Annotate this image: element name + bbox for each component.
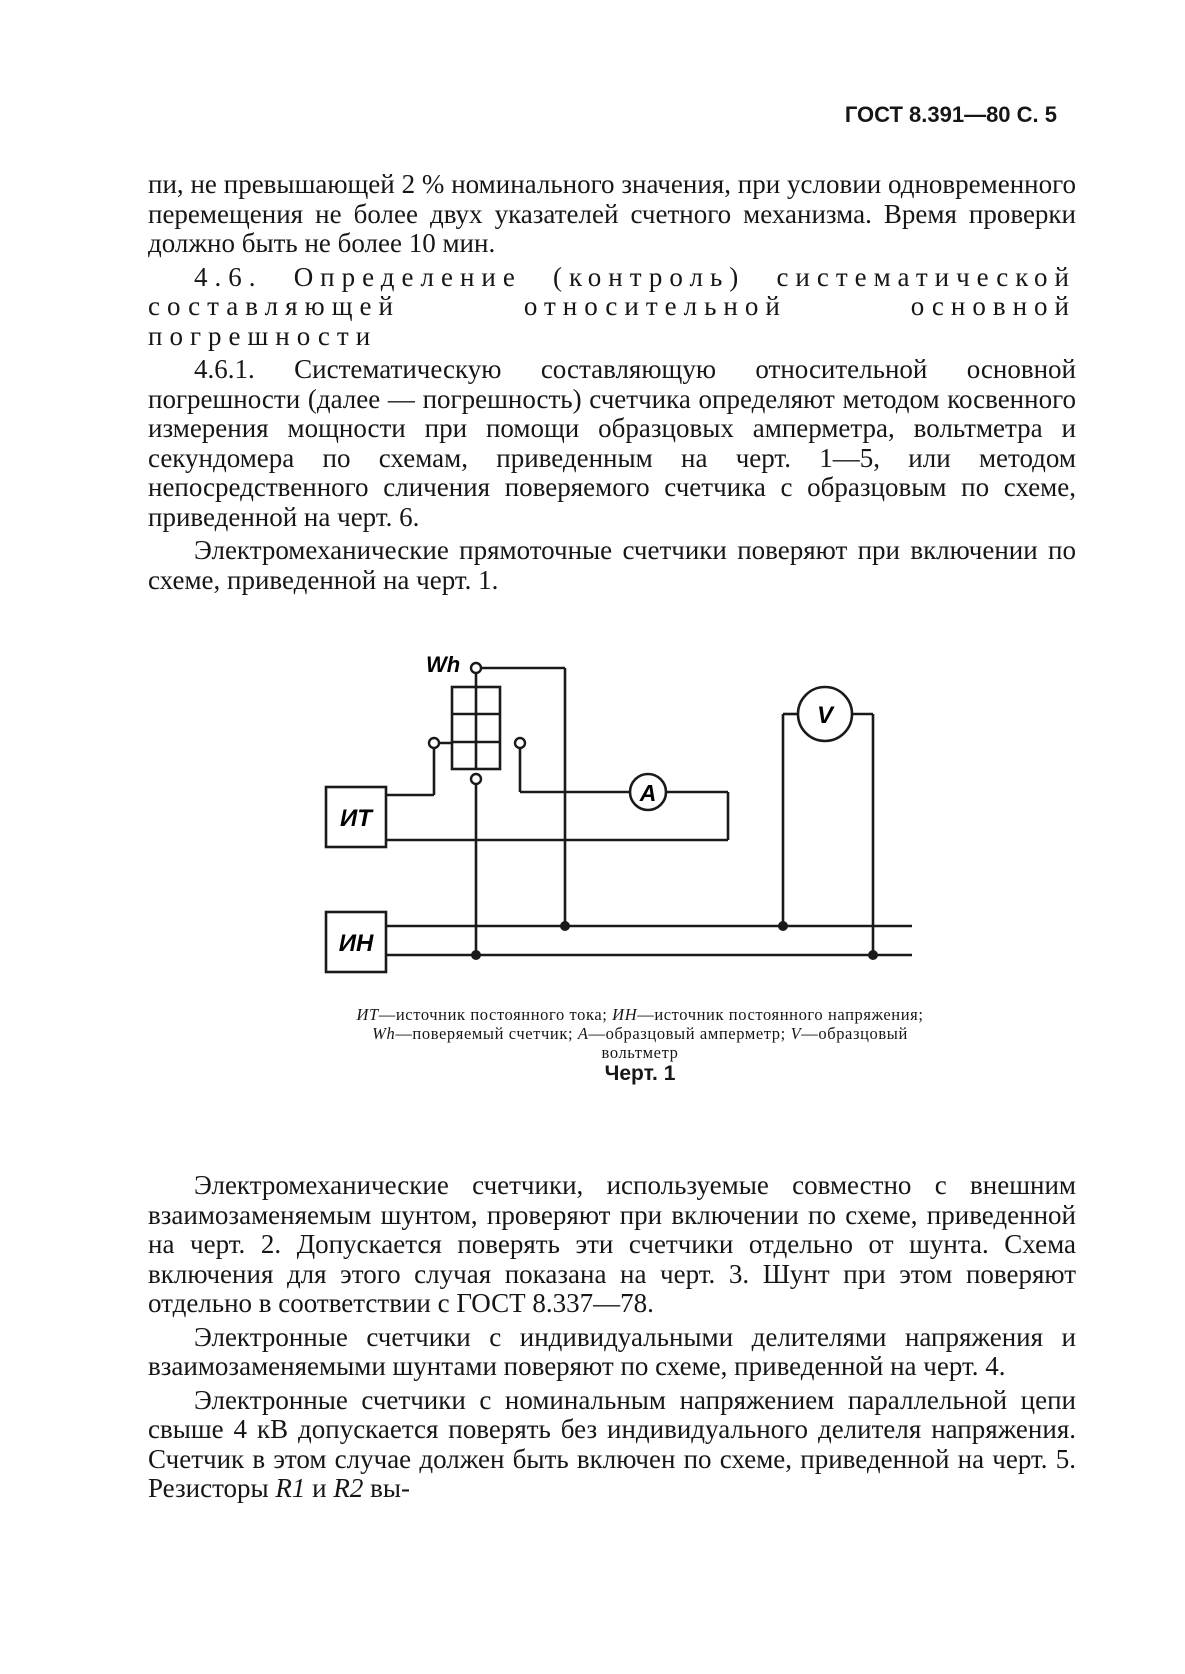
meter-label: Wh — [426, 652, 461, 677]
paragraph-electronic-high-voltage: Электронные счетчики с номинальным напряжением параллельной цепи свыше 4 кВ допускается поверять без индивидуального делителя напряжения. Счетчик в этом случае должен быть включен по схеме, приведенной на черт. 5. Резисторы R1 и R2 вы- — [148, 1384, 1076, 1503]
meter-terminal-bottom — [471, 774, 481, 784]
junction-dot — [560, 921, 570, 931]
paragraph-electromechanical-direct: Электромеханические прямоточные счетчики поверяют при включении по схеме, приведенной на черт. 1. — [148, 535, 1076, 595]
paragraph-electronic-dividers: Электронные счетчики с индивидуальными делителями напряжения и взаимозаменяемыми шунтами поверяют по схеме, приведенной на черт. 4. — [148, 1321, 1076, 1381]
meter-terminal-left — [429, 738, 439, 748]
figure-caption: ИТ—источник постоянного тока; ИН—источник постоянного напряжения; Wh—поверяемый счетчик; А—образцовый амперметр; V—образцовый вольтметр — [356, 1005, 924, 1062]
junction-dot — [471, 950, 481, 960]
junction-dot — [778, 921, 788, 931]
section-heading-4-6: 4.6. Определение (контроль) систематической составляющей относительной основной погрешности — [148, 261, 1076, 351]
paragraph-shunt-meters: Электромеханические счетчики, используемые совместно с внешним взаимозаменяемым шунтом, проверяют при включении по схеме, приведенной на черт. 2. Допускается поверять эти счетчики отдельно от шунта. Схема включения для этого случая показана на черт. 3. Шунт при этом поверяют отдельно в соответствии с ГОСТ 8.337—78. — [148, 1170, 1076, 1318]
current-source-label: ИТ — [340, 805, 372, 832]
body-text-bottom — [148, 1171, 1076, 1504]
running-head: ГОСТ 8.391—80 С. 5 — [844, 102, 1057, 127]
voltage-source-label: ИН — [338, 930, 374, 957]
voltmeter-label: V — [816, 702, 834, 729]
meter-terminal-top — [471, 663, 481, 673]
figure-title: Черт. 1 — [604, 1062, 676, 1085]
paragraph-4-6-1: 4.6.1. Систематическую составляющую относительной основной погрешности (далее — погрешность) счетчика определяют методом косвенного измерения мощности при помощи образцовых амперметра, вольтметра и секундомера по схемам, приведенным на черт. 1—5, или методом непосредственного сличения поверяемого счетчика с образцовым по схеме, приведенной на черт. 6. — [148, 354, 1076, 532]
junction-dot — [868, 950, 878, 960]
ammeter-label: A — [639, 780, 657, 806]
paragraph-continuation: пи, не превышающей 2 % номинального значения, при условии одновременного перемещения не более двух указателей счетного механизма. Время проверки должно быть не более 10 мин. — [148, 169, 1076, 258]
meter-terminal-right — [515, 738, 525, 748]
